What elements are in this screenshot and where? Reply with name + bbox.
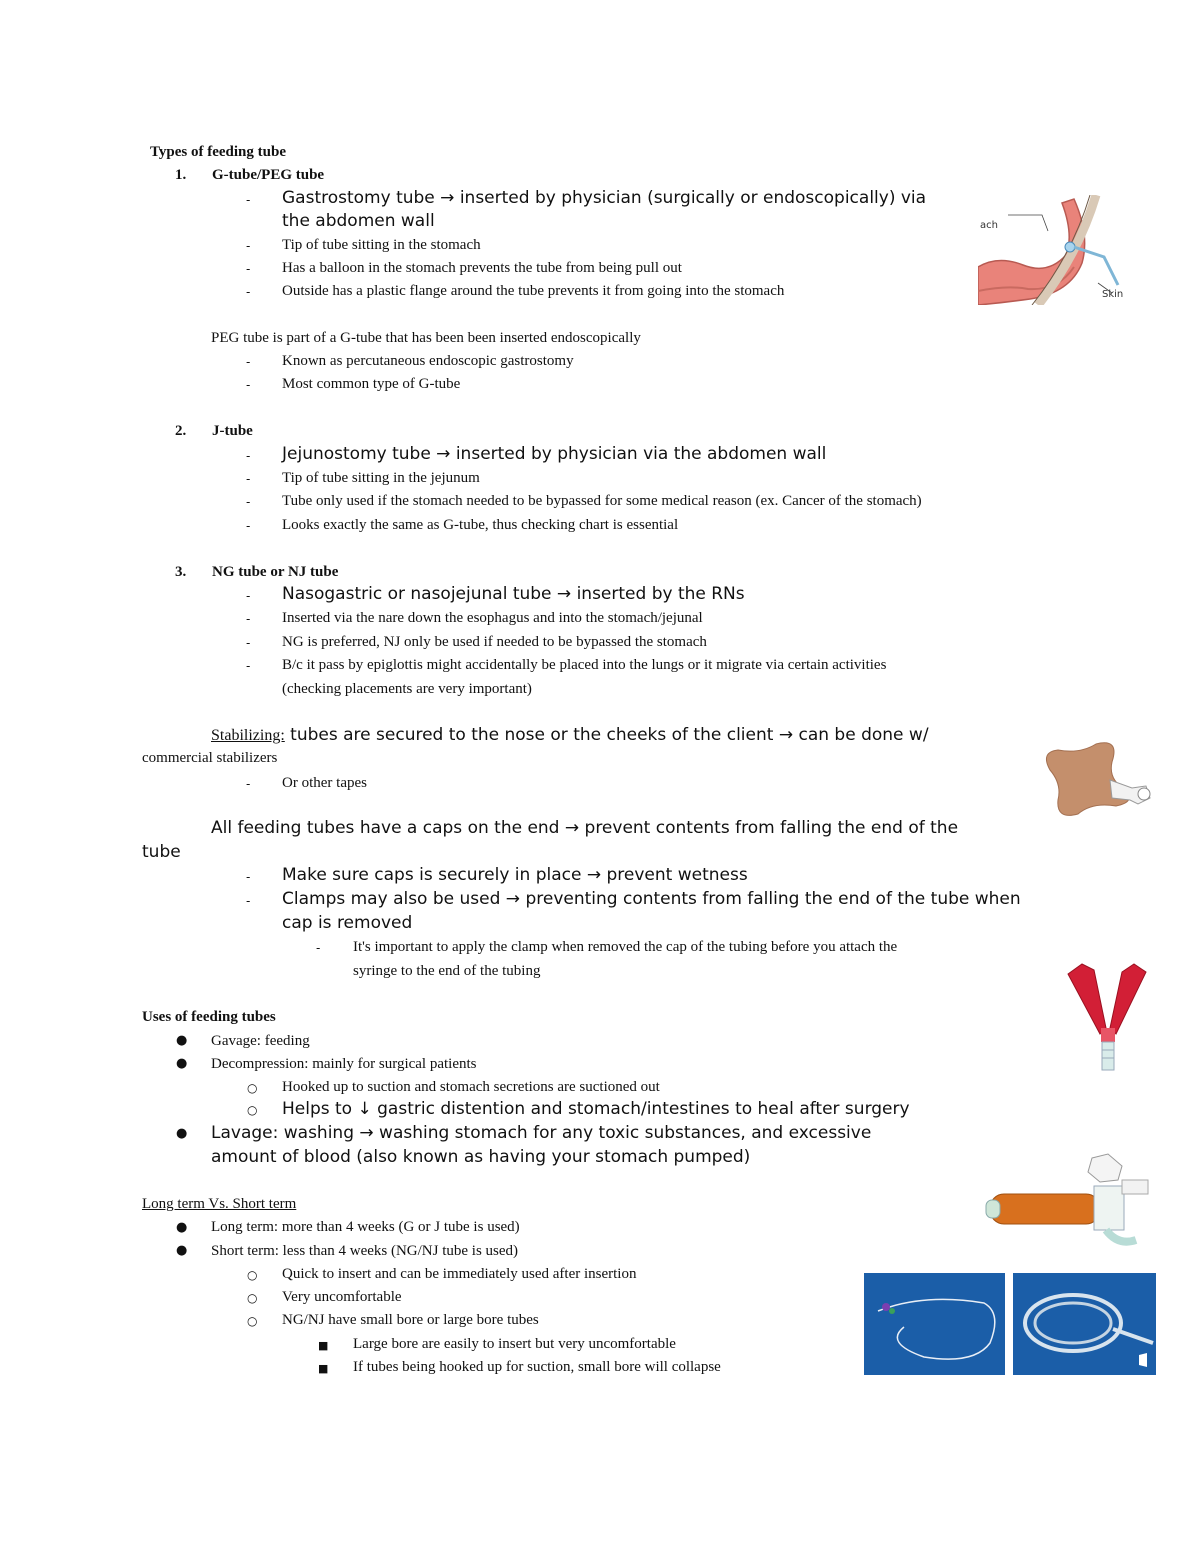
caps-bullet-2: Clamps may also be used → preventing contents from falling the end of the tube when xyxy=(282,889,1021,909)
term-sub-bullet-2: Very uncomfortable xyxy=(282,1289,402,1305)
caps-sub-bullet-1-cont: syringe to the end of the tubing xyxy=(353,963,541,979)
dash-bullet: - xyxy=(246,589,251,603)
item-title-g-tube: G-tube/PEG tube xyxy=(212,167,325,183)
bullet-square: ■ xyxy=(318,1362,329,1375)
syringe-cap-image xyxy=(982,1150,1152,1250)
term-bullet-1: Long term: more than 4 weeks (G or J tube is used) xyxy=(211,1219,520,1235)
caps-sub-bullet-1: It's important to apply the clamp when removed the cap of the tubing before you attach the xyxy=(353,939,898,955)
dash-bullet: - xyxy=(246,262,251,276)
list-number: 1. xyxy=(175,167,187,183)
caps-paragraph-cont: tube xyxy=(142,842,181,862)
uses-bullet-3-cont: amount of blood (also known as having your stomach pumped) xyxy=(211,1147,751,1167)
bullet-dot: ● xyxy=(176,1220,188,1235)
term-sub-bullet-1: Quick to insert and can be immediately used after insertion xyxy=(282,1266,637,1282)
stabilizing-label: Stabilizing: xyxy=(211,727,285,744)
j-tube-bullet-1: Jejunostomy tube → inserted by physician via the abdomen wall xyxy=(282,444,827,464)
bullet-circle: ○ xyxy=(247,1103,258,1117)
stomach-gtube-image xyxy=(978,195,1128,305)
caps-bullet-1: Make sure caps is securely in place → prevent wetness xyxy=(282,865,748,885)
j-tube-bullet-3: Tube only used if the stomach needed to be bypassed for some medical reason (ex. Cancer of the stomach) xyxy=(282,493,922,509)
stabilizing-paragraph xyxy=(211,727,929,744)
caps-paragraph: All feeding tubes have a caps on the end → prevent contents from falling the end of the xyxy=(211,818,959,838)
term-sub-sub-bullet-2: If tubes being hooked up for suction, small bore will collapse xyxy=(353,1359,721,1375)
dash-bullet: - xyxy=(246,659,251,673)
g-tube-bullet-4: Outside has a plastic flange around the tube prevents it from going into the stomach xyxy=(282,283,785,299)
list-number: 2. xyxy=(175,423,187,439)
g-tube-bullet-3: Has a balloon in the stomach prevents the tube from being pull out xyxy=(282,260,682,276)
uses-bullet-3: Lavage: washing → washing stomach for any toxic substances, and excessive xyxy=(211,1123,872,1143)
dash-bullet: - xyxy=(246,193,251,207)
section-heading-uses: Uses of feeding tubes xyxy=(142,1009,276,1025)
bullet-square: ■ xyxy=(318,1339,329,1352)
dash-bullet: - xyxy=(246,355,251,369)
dash-bullet: - xyxy=(246,239,251,253)
section-heading-types: Types of feeding tube xyxy=(150,144,286,160)
bullet-circle: ○ xyxy=(247,1314,258,1328)
uses-sub-bullet-1: Hooked up to suction and stomach secretions are suctioned out xyxy=(282,1079,660,1095)
g-tube-bullet-1: Gastrostomy tube → inserted by physician (surgically or endoscopically) via xyxy=(282,188,927,208)
dash-bullet: - xyxy=(246,495,251,509)
dash-bullet: - xyxy=(316,941,321,955)
bullet-circle: ○ xyxy=(247,1081,258,1095)
uses-bullet-1: Gavage: feeding xyxy=(211,1033,310,1049)
g-tube-bullet-2: Tip of tube sitting in the stomach xyxy=(282,237,481,253)
j-tube-bullet-2: Tip of tube sitting in the jejunum xyxy=(282,470,480,486)
peg-bullet-1: Known as percutaneous endoscopic gastrostomy xyxy=(282,353,574,369)
dash-bullet: - xyxy=(246,870,251,884)
list-number: 3. xyxy=(175,564,187,580)
bullet-dot: ● xyxy=(176,1033,188,1048)
item-title-ng-tube: NG tube or NJ tube xyxy=(212,564,339,580)
dash-bullet: - xyxy=(246,777,251,791)
skin-label: Skin xyxy=(1102,289,1124,300)
small-bore-tube-image xyxy=(864,1273,1005,1375)
ng-tube-bullet-2: Inserted via the nare down the esophagus and into the stomach/jejunal xyxy=(282,610,703,626)
section-heading-term: Long term Vs. Short term xyxy=(142,1196,297,1212)
dash-bullet: - xyxy=(246,612,251,626)
j-tube-bullet-4: Looks exactly the same as G-tube, thus checking chart is essential xyxy=(282,517,679,533)
stomach-label: ach xyxy=(980,220,998,231)
bullet-dot: ● xyxy=(176,1243,188,1258)
term-bullet-2: Short term: less than 4 weeks (NG/NJ tube is used) xyxy=(211,1243,519,1259)
bullet-dot: ● xyxy=(176,1056,188,1071)
dash-bullet: - xyxy=(246,378,251,392)
large-bore-tube-image xyxy=(1013,1273,1156,1375)
ng-tube-bullet-1: Nasogastric or nasojejunal tube → inserted by the RNs xyxy=(282,584,745,604)
stabilizer-image xyxy=(1040,740,1155,820)
dash-bullet: - xyxy=(246,285,251,299)
peg-bullet-2: Most common type of G-tube xyxy=(282,376,461,392)
term-sub-bullet-3: NG/NJ have small bore or large bore tubes xyxy=(282,1312,539,1328)
bullet-circle: ○ xyxy=(247,1268,258,1282)
peg-note: PEG tube is part of a G-tube that has been been inserted endoscopically xyxy=(211,330,641,346)
uses-bullet-2: Decompression: mainly for surgical patients xyxy=(211,1056,477,1072)
clamp-image xyxy=(1060,960,1155,1075)
stabilizing-cont: commercial stabilizers xyxy=(142,750,278,766)
term-sub-sub-bullet-1: Large bore are easily to insert but very uncomfortable xyxy=(353,1336,676,1352)
uses-sub-bullet-2: Helps to ↓ gastric distention and stomach/intestines to heal after surgery xyxy=(282,1099,910,1119)
ng-tube-bullet-4: B/c it pass by epiglottis might accidentally be placed into the lungs or it migrate via certain activities xyxy=(282,657,887,673)
bullet-dot: ● xyxy=(176,1126,188,1141)
g-tube-bullet-1-cont: the abdomen wall xyxy=(282,211,435,231)
dash-bullet: - xyxy=(246,472,251,486)
ng-tube-bullet-4-cont: (checking placements are very important) xyxy=(282,681,532,697)
dash-bullet: - xyxy=(246,449,251,463)
caps-bullet-2-cont: cap is removed xyxy=(282,913,413,933)
stabilizing-text: tubes are secured to the nose or the cheeks of the client → can be done w/ xyxy=(284,725,929,745)
ng-tube-bullet-3: NG is preferred, NJ only be used if needed to be bypassed the stomach xyxy=(282,634,707,650)
stabilizing-bullet-1: Or other tapes xyxy=(282,775,367,791)
dash-bullet: - xyxy=(246,519,251,533)
bullet-circle: ○ xyxy=(247,1291,258,1305)
item-title-j-tube: J-tube xyxy=(212,423,253,439)
dash-bullet: - xyxy=(246,636,251,650)
dash-bullet: - xyxy=(246,894,251,908)
